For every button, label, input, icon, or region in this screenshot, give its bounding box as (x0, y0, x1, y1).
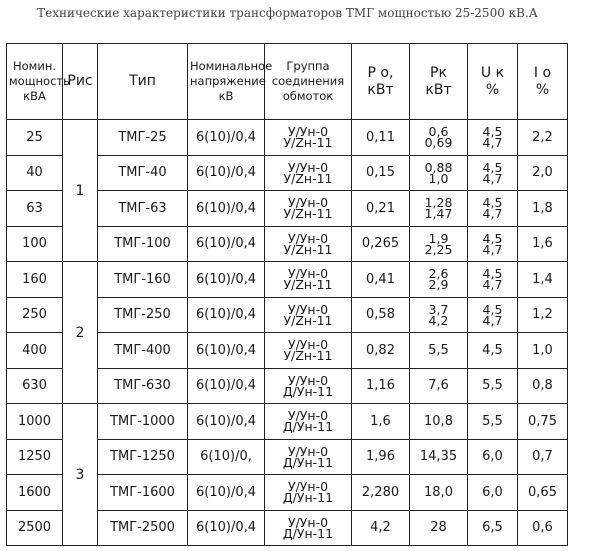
cell-group: У/Ун-0 Д/Ун-11 (265, 510, 352, 546)
cell-pk: 18,0 (410, 475, 468, 511)
header-type: Тип (98, 44, 188, 120)
cell-io: 0,65 (518, 475, 568, 511)
cell-pk: 3,7 4,2 (410, 297, 468, 333)
cell-power: 40 (7, 155, 63, 191)
cell-io: 1,6 (518, 226, 568, 262)
cell-group: У/Ун-0 У/Zн-11 (265, 262, 352, 298)
cell-power: 1000 (7, 404, 63, 440)
cell-type: ТМГ-1000 (98, 404, 188, 440)
header-po: Р о, кВт (352, 44, 410, 120)
table-row (7, 404, 568, 440)
cell-po: 0,21 (352, 191, 410, 227)
cell-uk: 4,5 4,7 (468, 120, 518, 156)
cell-group: У/Ун-0 Д/Ун-11 (265, 475, 352, 511)
cell-group: У/Ун-0 Д/Ун-11 (265, 404, 352, 440)
cell-po: 0,58 (352, 297, 410, 333)
cell-power: 2500 (7, 510, 63, 546)
cell-group: У/Ун-0 У/Zн-11 (265, 297, 352, 333)
cell-fig: 2 (63, 262, 98, 404)
page-title: Технические характеристики трансформаторов ТМГ мощностью 25-2500 кВ.А (37, 6, 538, 20)
transformer-spec-table (6, 43, 568, 546)
cell-type: ТМГ-63 (98, 191, 188, 227)
cell-power: 1600 (7, 475, 63, 511)
cell-type: ТМГ-25 (98, 120, 188, 156)
cell-pk: 28 (410, 510, 468, 546)
cell-voltage: 6(10)/0,4 (188, 510, 265, 546)
cell-voltage: 6(10)/0,4 (188, 191, 265, 227)
cell-type: ТМГ-100 (98, 226, 188, 262)
header-group: Группа соединения обмоток (265, 44, 352, 120)
cell-io: 1,2 (518, 297, 568, 333)
cell-po: 1,16 (352, 368, 410, 404)
cell-type: ТМГ-2500 (98, 510, 188, 546)
cell-io: 0,6 (518, 510, 568, 546)
cell-pk: 14,35 (410, 439, 468, 475)
cell-voltage: 6(10)/0,4 (188, 368, 265, 404)
cell-type: ТМГ-160 (98, 262, 188, 298)
cell-po: 2,280 (352, 475, 410, 511)
cell-uk: 4,5 4,7 (468, 262, 518, 298)
cell-group: У/Ун-0 У/Zн-11 (265, 120, 352, 156)
cell-fig: 1 (63, 120, 98, 262)
cell-power: 400 (7, 333, 63, 369)
table-row (7, 262, 568, 298)
cell-po: 0,41 (352, 262, 410, 298)
cell-power: 63 (7, 191, 63, 227)
header-uk: U к % (468, 44, 518, 120)
cell-type: ТМГ-1600 (98, 475, 188, 511)
cell-po: 0,265 (352, 226, 410, 262)
cell-voltage: 6(10)/0,4 (188, 475, 265, 511)
cell-pk: 5,5 (410, 333, 468, 369)
cell-uk: 4,5 4,7 (468, 226, 518, 262)
cell-pk: 0,6 0,69 (410, 120, 468, 156)
cell-voltage: 6(10)/0,4 (188, 262, 265, 298)
cell-uk: 4,5 4,7 (468, 297, 518, 333)
cell-type: ТМГ-40 (98, 155, 188, 191)
cell-po: 0,15 (352, 155, 410, 191)
cell-uk: 6,0 (468, 475, 518, 511)
cell-power: 630 (7, 368, 63, 404)
cell-power: 250 (7, 297, 63, 333)
header-fig: Рис (63, 44, 98, 120)
cell-group: У/Ун-0 У/Zн-11 (265, 191, 352, 227)
cell-uk: 6,0 (468, 439, 518, 475)
cell-uk: 5,5 (468, 404, 518, 440)
cell-voltage: 6(10)/0,4 (188, 226, 265, 262)
cell-uk: 4,5 (468, 333, 518, 369)
cell-io: 0,8 (518, 368, 568, 404)
cell-type: ТМГ-630 (98, 368, 188, 404)
cell-uk: 6,5 (468, 510, 518, 546)
cell-voltage: 6(10)/0,4 (188, 404, 265, 440)
cell-po: 0,11 (352, 120, 410, 156)
cell-uk: 4,5 4,7 (468, 191, 518, 227)
cell-pk: 1,28 1,47 (410, 191, 468, 227)
cell-io: 2,2 (518, 120, 568, 156)
cell-group: У/Ун-0 Д/Ун-11 (265, 439, 352, 475)
header-pk: Рк кВт (410, 44, 468, 120)
cell-type: ТМГ-1250 (98, 439, 188, 475)
cell-voltage: 6(10)/0,4 (188, 333, 265, 369)
cell-pk: 2,6 2,9 (410, 262, 468, 298)
cell-fig: 3 (63, 404, 98, 546)
cell-uk: 5,5 (468, 368, 518, 404)
cell-po: 1,6 (352, 404, 410, 440)
cell-voltage: 6(10)/0,4 (188, 120, 265, 156)
cell-power: 1250 (7, 439, 63, 475)
cell-power: 25 (7, 120, 63, 156)
cell-pk: 0,88 1,0 (410, 155, 468, 191)
cell-power: 160 (7, 262, 63, 298)
cell-voltage: 6(10)/0,4 (188, 155, 265, 191)
table-body (7, 120, 568, 546)
cell-power: 100 (7, 226, 63, 262)
header-io: I о % (518, 44, 568, 120)
cell-pk: 7,6 (410, 368, 468, 404)
cell-po: 0,82 (352, 333, 410, 369)
cell-po: 1,96 (352, 439, 410, 475)
cell-type: ТМГ-400 (98, 333, 188, 369)
cell-io: 1,4 (518, 262, 568, 298)
cell-io: 1,0 (518, 333, 568, 369)
cell-po: 4,2 (352, 510, 410, 546)
table-row (7, 120, 568, 156)
cell-uk: 4,5 4,7 (468, 155, 518, 191)
header-row (7, 44, 568, 120)
cell-io: 2,0 (518, 155, 568, 191)
cell-voltage: 6(10)/0, (188, 439, 265, 475)
cell-group: У/Ун-0 Д/Ун-11 (265, 368, 352, 404)
cell-group: У/Ун-0 У/Zн-11 (265, 333, 352, 369)
cell-io: 0,75 (518, 404, 568, 440)
cell-voltage: 6(10)/0,4 (188, 297, 265, 333)
cell-pk: 1,9 2,25 (410, 226, 468, 262)
cell-pk: 10,8 (410, 404, 468, 440)
cell-group: У/Ун-0 У/Zн-11 (265, 226, 352, 262)
cell-group: У/Ун-0 У/Zн-11 (265, 155, 352, 191)
cell-type: ТМГ-250 (98, 297, 188, 333)
header-power: Номин. мощность кВА (7, 44, 63, 120)
header-voltage: Номинальное напряжение кВ (188, 44, 265, 120)
cell-io: 1,8 (518, 191, 568, 227)
cell-io: 0,7 (518, 439, 568, 475)
